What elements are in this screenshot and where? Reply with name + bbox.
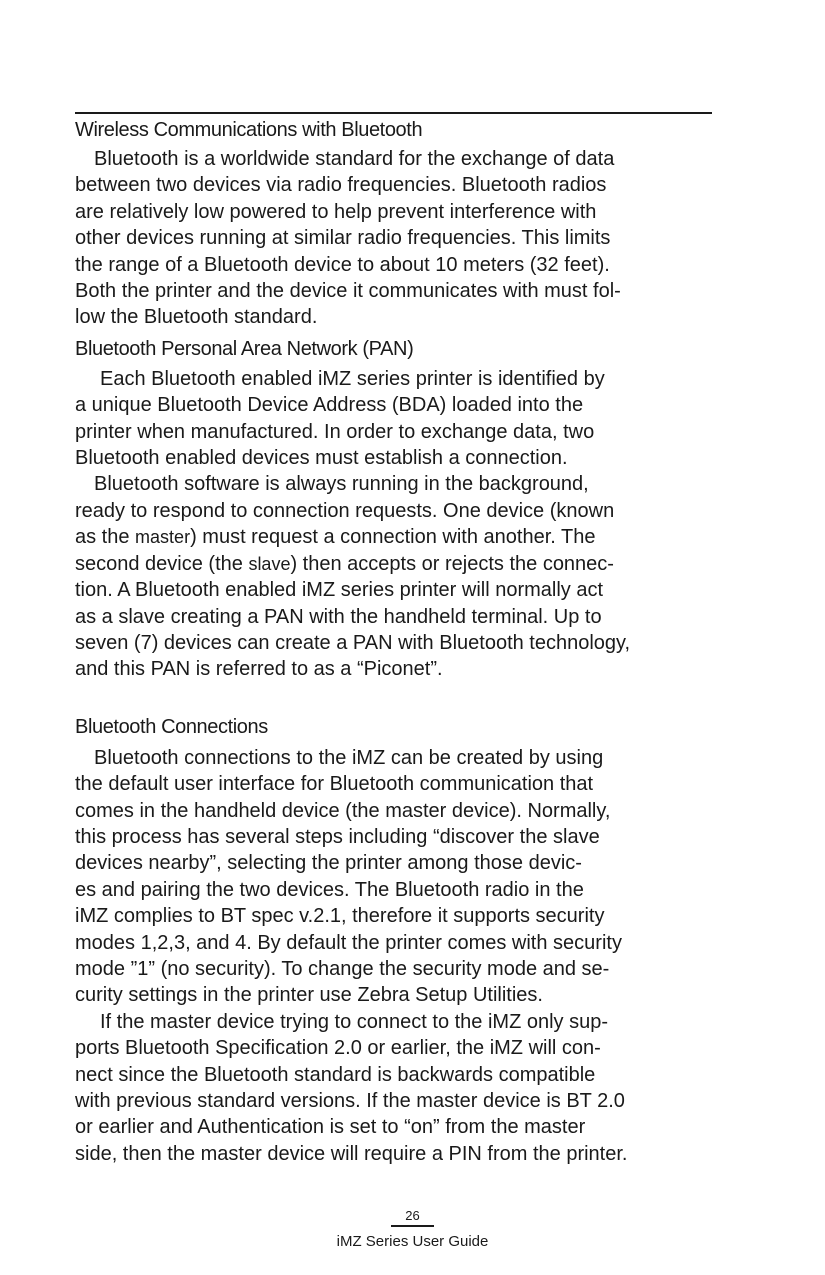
paragraph-connections-compat: If the master device trying to connect to the iMZ only sup- ports Bluetooth Specification 2.0 or earlier, the iMZ will con- nect since the Bluetooth standard is backwards compatible with previous standard versions. If the master device is BT 2.0 or earlier and Authentication is set to “on” from the master side, then the master device will require a PIN from the printer. (75, 1010, 628, 1165)
paragraph-pan-bda: Each Bluetooth enabled iMZ series printer is identified by a unique Bluetooth Device Address (BDA) loaded into the printer when manufactured. In order to exchange data, two Bluetooth enabled devices must establish a connection. (75, 367, 605, 470)
section-heading-connections: Bluetooth Connections (75, 715, 268, 738)
paragraph-pan-software (75, 471, 715, 682)
guide-title: iMZ Series User Guide (336, 1233, 489, 1250)
term-slave: slave (248, 553, 291, 574)
section-heading-wireless: Wireless Communications with Bluetooth (75, 119, 423, 141)
pan-text-part-a: Bluetooth software is always running in the background, ready to respond to connection requests. One device (known as the (75, 473, 615, 549)
term-master: master (135, 527, 191, 548)
page-number (0, 1208, 825, 1227)
pan-text-part-b: ) must request a connection with another. The second device (the (75, 526, 596, 575)
page-content (75, 117, 715, 1167)
page-number-text: 26 (391, 1208, 433, 1227)
header-rule (75, 112, 712, 114)
section-heading-pan: Bluetooth Personal Area Network (PAN) (75, 337, 414, 360)
pan-text-part-c: ) then accepts or rejects the connec- tion. A Bluetooth enabled iMZ series printer will normally act as a slave creating a PAN with the handheld terminal. Up to seven (7) devices can create a PAN with Bluetooth technology, and this PAN is referred to as a “Piconet”. (75, 552, 631, 681)
paragraph-wireless-intro: Bluetooth is a worldwide standard for the exchange of data between two devices via radio frequencies. Bluetooth radios are relatively low powered to help prevent interference with other devices running at similar radio frequencies. This limits the range of a Bluetooth device to about 10 meters (32 feet). Both the printer and the device it communicates with must fol- low the Bluetooth standard. (75, 148, 621, 329)
paragraph-connections-process: Bluetooth connections to the iMZ can be created by using the default user interface for Bluetooth communication that comes in the handheld device (the master device). Normally, this process has several steps including “discover the slave devices nearby”, selecting the printer among those devic- es and pairing the two devices. The Bluetooth radio in the iMZ complies to BT spec v.2.1, therefore it supports security modes 1,2,3, and 4. By default the printer comes with security mode ”1” (no security). To change the security mode and se- curity settings in the printer use Zebra Setup Utilities. (75, 746, 622, 1007)
